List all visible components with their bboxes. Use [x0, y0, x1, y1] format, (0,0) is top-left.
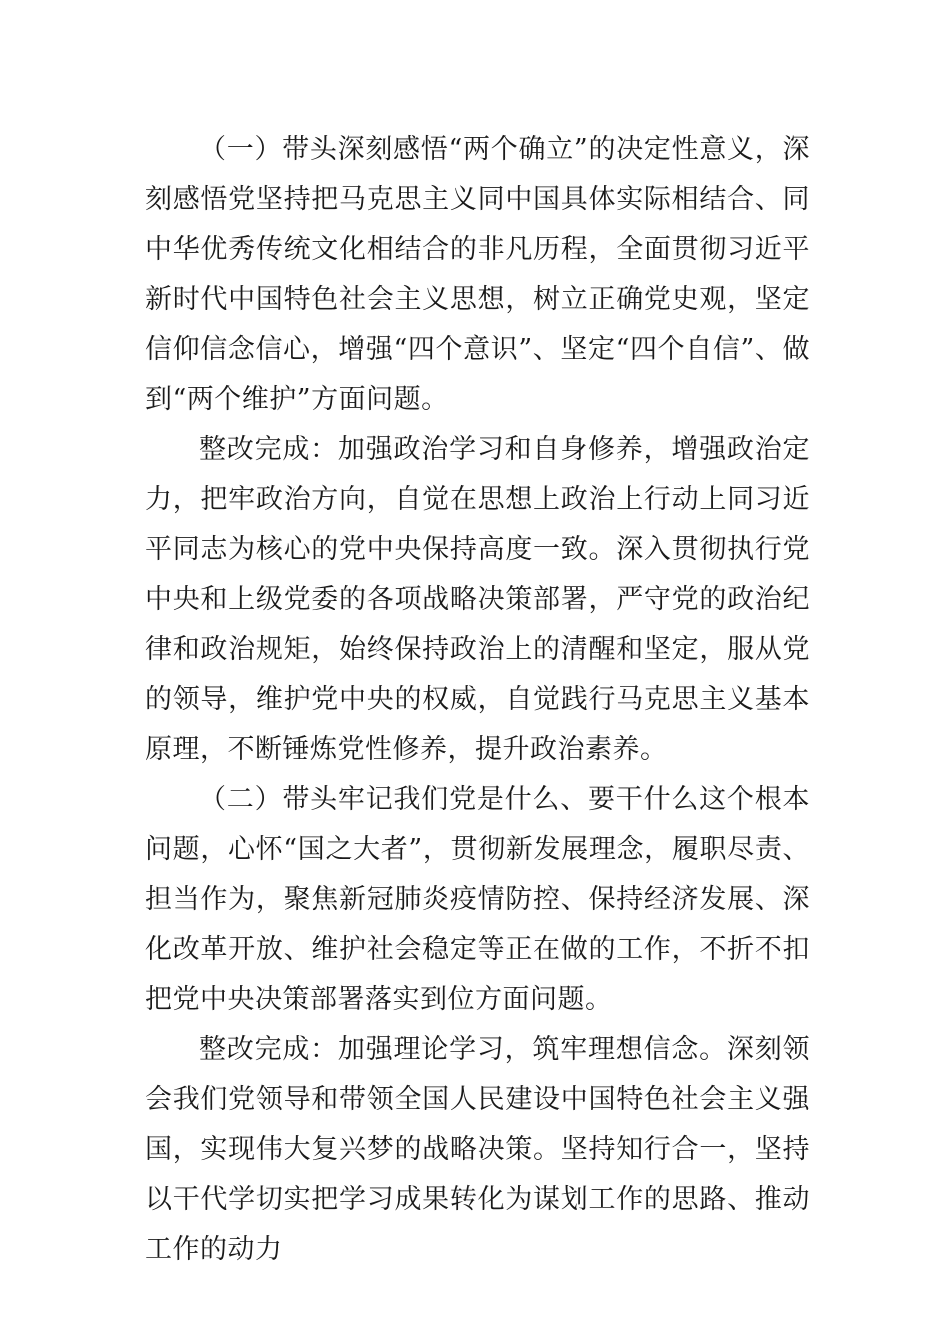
- document-body: [145, 125, 810, 1275]
- paragraph-rectification-2: 整改完成：加强理论学习，筑牢理想信念。深刻领会我们党领导和带领全国人民建设中国特色社会主义强国，实现伟大复兴梦的战略决策。坚持知行合一，坚持以干代学切实把学习成果转化为谋划工作的思路、推动工作的动力: [145, 1034, 810, 1265]
- paragraph-issue-2: （二）带头牢记我们党是什么、要干什么这个根本问题，心怀“国之大者”，贯彻新发展理念，履职尽责、担当作为，聚焦新冠肺炎疫情防控、保持经济发展、深化改革开放、维护社会稳定等正在做的工作，不折不扣把党中央决策部署落实到位方面问题。: [145, 784, 810, 1015]
- paragraph-issue-1: （一）带头深刻感悟“两个确立”的决定性意义，深刻感悟党坚持把马克思主义同中国具体实际相结合、同中华优秀传统文化相结合的非凡历程，全面贯彻习近平新时代中国特色社会主义思想，树立正确党史观，坚定信仰信念信心，增强“四个意识”、坚定“四个自信”、做到“两个维护”方面问题。: [145, 134, 810, 415]
- paragraph-rectification-1: 整改完成：加强政治学习和自身修养，增强政治定力，把牢政治方向，自觉在思想上政治上行动上同习近平同志为核心的党中央保持高度一致。深入贯彻执行党中央和上级党委的各项战略决策部署，严守党的政治纪律和政治规矩，始终保持政治上的清醒和坚定，服从党的领导，维护党中央的权威，自觉践行马克思主义基本原理，不断锤炼党性修养，提升政治素养。: [145, 434, 810, 765]
